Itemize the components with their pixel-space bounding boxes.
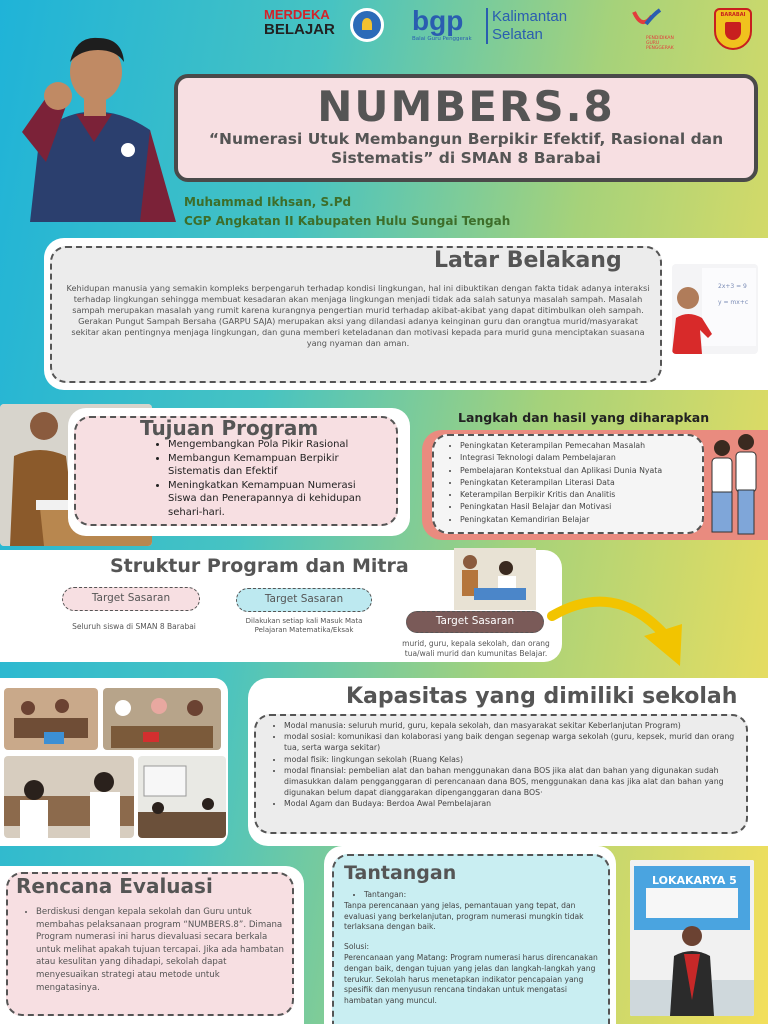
target-sasaran-1-pill [62,587,200,611]
page-subtitle: “Numerasi Utuk Membangun Berpikir Efektif, Rasional dan Sistematis” di SMAN 8 Barabai [208,130,724,167]
langkah-item: • Peningkatan Hasil Belajar dan Motivasi [460,501,698,513]
target-1-text: Seluruh siswa di SMAN 8 Barabai [72,622,196,631]
tantangan-text [344,890,606,1007]
region-line2: Selatan [492,26,543,43]
svg-text:2x+3 = 9: 2x+3 = 9 [718,283,747,290]
target-3-text: murid, guru, kepala sekolah, dan orang tua/wali murid dan kumunitas Belajar. [402,639,550,659]
latar-belakang-text [66,283,650,349]
target-2-text: Dilakukan setiap kali Masuk Mata Pelajaran Matematika/Eksak [245,617,363,635]
kapasitas-item: • modal fisik: lingkungan sekolah (Ruang Kelas) [284,754,740,765]
page-title: NUMBERS.8 [317,82,615,131]
merdeka-belajar-logo [264,7,335,42]
target-1-label: Target Sasaran [91,592,171,604]
tantangan-p2: Perencanaan yang Matang: Program numerasi harus direncanakan dengan baik, dengan tujuan yang jelas dan langkah-langkah yang terukur. Sekolah harus menetapkan indikator pencapaian yang spesifik dan menyusun rencana tindakan untuk mengatasi hambatan yang muncul. [344,952,598,1006]
students-illustration [704,432,766,540]
pgp-logo [632,8,692,51]
langkah-list [446,440,698,526]
target-3-label: Target Sasaran [435,615,515,627]
belajar-text: BELAJAR [264,21,335,38]
class-photo-2 [103,688,221,750]
struktur-heading: Struktur Program dan Mitra [110,555,409,577]
rencana-item: • Berdiskusi dengan kepala sekolah dan Guru untuk membahas pelaksanaan program “NUMBERS.8”. Dimana Program numerasi ini harus dievaluasi secara berkala untuk melihat apakah tujuan tercapai. Jika ada hambatan atau kesulitan yang dihadapi, sekolah dapat menyesuaikan strategi atau metode untuk mengatasinya. [36,906,286,994]
region-divider [486,8,488,44]
presenter-photo [10,22,176,222]
kapasitas-list [270,720,740,810]
tantangan-heading: Tantangan [344,862,457,884]
langkah-item: • Keterampilan Berpikir Kritis dan Analitis [460,489,698,501]
school-crest-logo [714,8,752,50]
target-sasaran-2-pill [236,588,372,612]
student-whiteboard-photo [672,264,758,354]
tujuan-item: • Mengembangkan Pola Pikir Rasional [168,438,386,452]
tantangan-bullet: • Tantangan: [364,890,606,901]
class-photo-3 [4,756,134,838]
latar-p1: Kehidupan manusia yang semakin kompleks berpengaruh terhadap kondisi lingkungan, hal ini dibuktikan dengan fakta tidak adanya interaksi terhadap lingkungan sehingga membuat kesadaran akan menjaga lingkungan menjadi tidak ada salah satunya masalah sampah. Masalah sampah merupakan masalah yang rumit karena kurangnya pengertian murid terhadap akibat-akibat yang dapat ditimbulkan oleh sampah. [66,283,650,316]
rencana-list [22,906,286,994]
class-photo-1 [4,688,98,750]
title-box [174,74,758,182]
tantangan-solusi-label: Solusi: [344,942,370,952]
latar-p2: Gerakan Pungut Sampah Bersaha (GARPU SAJA) merupakan aksi yang dilandasi adanya keinginan guru dan orangtua murid/masyarakat sekitar akan pentingnya menjaga lingkungan, dan guna memberi keteladanan dan motivasi kepada para murid guna menciptakan suasana yang nyaman dan aman. [71,316,645,349]
tujuan-heading: Tujuan Program [140,416,319,440]
kapasitas-item: • modal sosial: komunikasi dan kolaborasi yang baik dengan segenap warga sekolah (guru, kepsek, murid dan orang tua, serta warga sekitar) [284,731,740,753]
langkah-heading: Langkah dan hasil yang diharapkan [458,410,710,425]
author-block [184,194,584,229]
langkah-item: • Peningkatan Kemandirian Belajar [460,514,698,526]
lokakarya-title: LOKAKARYA 5 [652,874,737,887]
kapasitas-item: • Modal Agam dan Budaya: Berdoa Awal Pembelajaran [284,798,740,809]
class-photo-4 [138,756,226,838]
curved-arrow-icon [544,588,694,680]
pgp-mark-icon [632,8,662,32]
tujuan-item: • Membangun Kemampuan Berpikir Sistematis dan Efektif [168,452,386,479]
rencana-heading: Rencana Evaluasi [16,874,213,898]
kapasitas-heading: Kapasitas yang dimiliki sekolah [346,684,738,709]
langkah-item: • Peningkatan Keterampilan Literasi Data [460,477,698,489]
bgp-logo [412,6,484,46]
pgp-text: PENDIDIKAN GURU PENGGERAK [646,36,674,51]
tujuan-list [154,438,386,519]
latar-belakang-heading: Latar Belakang [434,248,622,273]
svg-text:y = mx+c: y = mx+c [718,299,749,306]
langkah-item: • Pembelajaran Kontekstual dan Aplikasi Dunia Nyata [460,465,698,477]
crest-text: BARABAI [720,12,746,18]
tantangan-p1: Tanpa perencanaan yang jelas, pemantauan yang tepat, dan evaluasi yang berkelanjutan, program numerasi mungkin tidak terlaksana dengan baik. [344,900,584,932]
region-name [492,8,602,44]
author-role: CGP Angkatan II Kabupaten Hulu Sungai Tengah [184,214,511,228]
author-name: Muhammad Ikhsan, S.Pd [184,195,352,209]
tut-wuri-logo [350,8,384,42]
bgp-text: bgp [412,5,464,36]
bgp-subtext: Balai Guru Penggerak [412,36,472,42]
group-study-photo [454,548,536,610]
target-2-label: Target Sasaran [264,593,344,605]
langkah-item: • Peningkatan Keterampilan Pemecahan Masalah [460,440,698,452]
kapasitas-item: • Modal manusia: seluruh murid, guru, kepala sekolah, dan masyarakat sekitar Keberlanjutan Program) [284,720,740,731]
kapasitas-item: • modal finansial: pembelian alat dan bahan menggunakan dana BOS jika alat dan bahan yang digunakan sudah dimasukkan dalam pengganggaran di perencanaan dana BOS, menggunakan dana kas jika alat dan bahan yang digunakan belum dapat dianggarakan dipenganggaran dana BOS· [284,765,740,799]
region-line1: Kalimantan [492,8,568,25]
tujuan-item: • Meningkatkan Kemampuan Numerasi Siswa dan Penerapannya di kehidupan sehari-hari. [168,479,386,520]
target-sasaran-3-pill [406,611,544,633]
lokakarya-photo [630,860,754,1016]
langkah-item: • Integrasi Teknologi dalam Pembelajaran [460,452,698,464]
merdeka-text: MERDEKA [264,7,330,22]
